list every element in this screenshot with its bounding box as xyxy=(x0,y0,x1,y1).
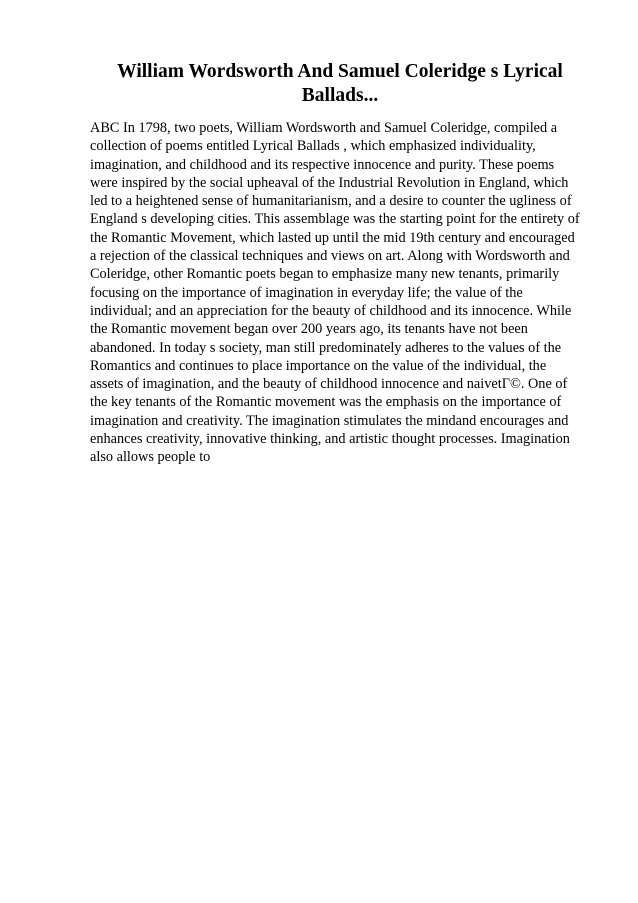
body-line: the Romantic movement began over 200 years ago, its tenants have not been xyxy=(90,321,528,338)
body-line: England s developing cities. This assemblage was the starting point for the entirety of xyxy=(90,211,580,228)
title-line: William Wordsworth And Samuel Coleridge s Lyrical xyxy=(117,61,563,82)
body-line: imagination and creativity. The imagination stimulates the mindand encourages and xyxy=(90,412,569,429)
body-line: Romantics and continues to place importance on the value of the individual, the xyxy=(90,357,547,374)
body-line: assets of imagination, and the beauty of childhood innocence and naivetГ©. One of xyxy=(90,376,568,393)
body-line: ABC In 1798, two poets, William Wordsworth and Samuel Coleridge, compiled a xyxy=(90,120,558,136)
body-line: Coleridge, other Romantic poets began to emphasize many new tenants, primarily xyxy=(90,266,560,283)
body-line: a rejection of the classical techniques and views on art. Along with Wordsworth and xyxy=(90,248,570,265)
body-line: imagination, and childhood and its respective innocence and purity. These poems xyxy=(90,156,555,173)
body-line: the key tenants of the Romantic movement was the emphasis on the importance of xyxy=(90,394,562,411)
body-line: collection of poems entitled Lyrical Ballads , which emphasized individuality, xyxy=(90,138,536,155)
body-line: focusing on the importance of imagination in everyday life; the value of the xyxy=(90,284,523,301)
body-line: enhances creativity, innovative thinking, and artistic thought processes. Imagination xyxy=(90,431,570,448)
document-title xyxy=(90,60,590,108)
body-line: led to a heightened sense of humanitarianism, and a desire to counter the ugliness of xyxy=(90,193,572,210)
body-line: individual; and an appreciation for the beauty of childhood and its innocence. While xyxy=(90,302,572,319)
body-line: abandoned. In today s society, man still predominately adheres to the values of the xyxy=(90,339,562,356)
body-line: also allows people to xyxy=(90,449,211,466)
body-line: the Romantic Movement, which lasted up until the mid 19th century and encouraged xyxy=(90,229,575,246)
title-line: Ballads... xyxy=(301,85,379,106)
document-body xyxy=(90,119,610,467)
body-line: were inspired by the social upheaval of the Industrial Revolution in England, which xyxy=(90,174,569,191)
